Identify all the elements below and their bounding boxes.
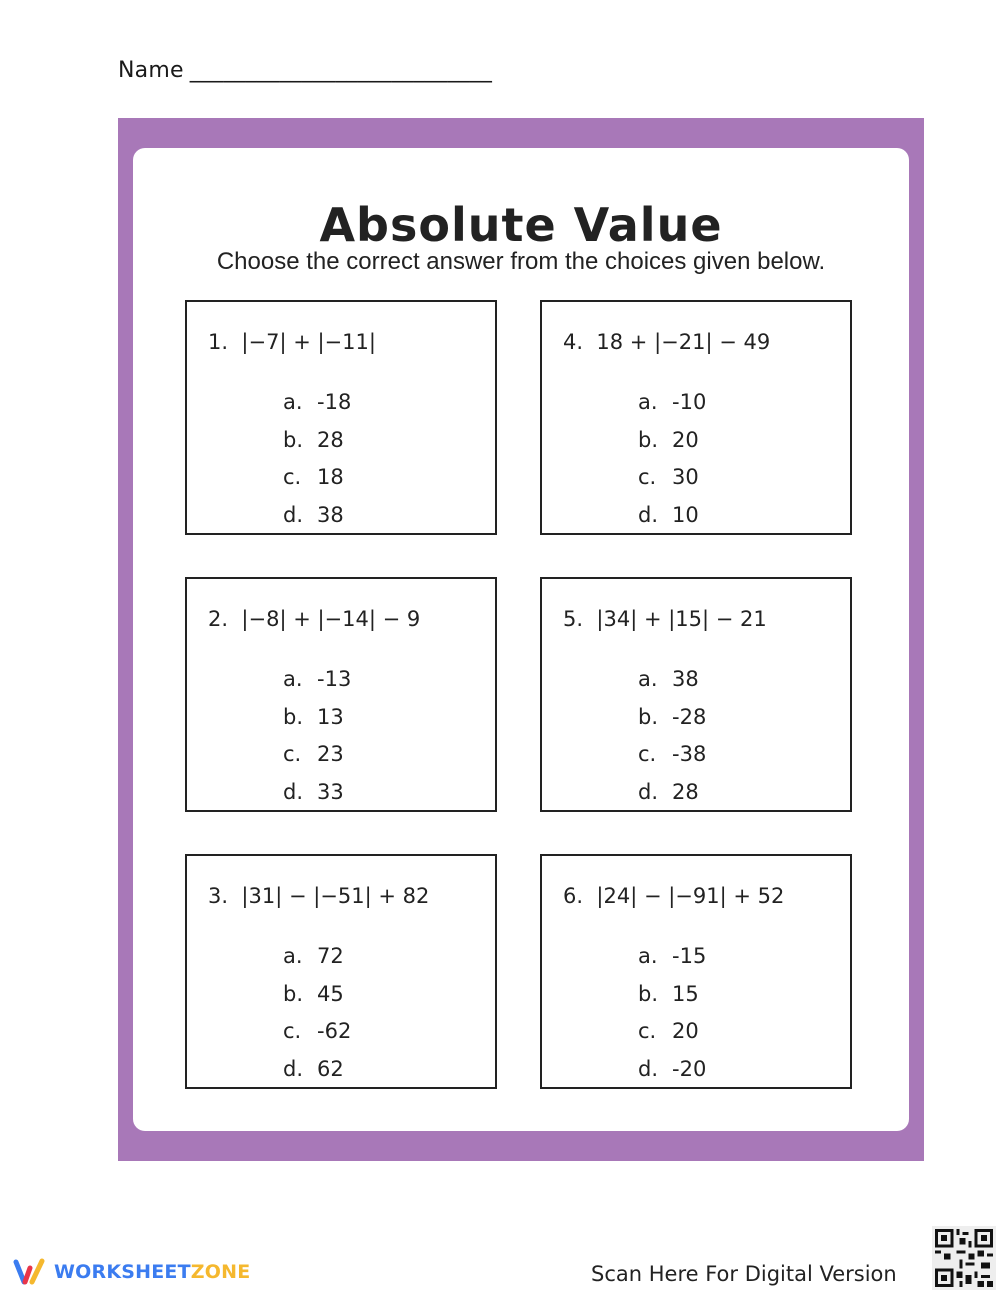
worksheet-frame: [118, 118, 924, 1161]
choice-letter: d.: [283, 1056, 304, 1081]
choice-letter: c.: [283, 465, 302, 489]
question-text: [563, 607, 767, 631]
worksheet-title: Absolute Value: [319, 198, 723, 252]
question-text: [563, 884, 784, 908]
question-box-5: [540, 577, 852, 812]
choice-letter: a.: [283, 667, 303, 691]
choice-value: 33: [317, 779, 344, 804]
worksheetzone-logo[interactable]: [12, 1258, 250, 1286]
choice-letter: a.: [638, 944, 658, 968]
choice-value: -13: [317, 667, 352, 691]
choice-a[interactable]: [638, 665, 706, 703]
choice-letter: a.: [638, 390, 658, 414]
question-text: [563, 330, 770, 354]
choice-letter: a.: [638, 667, 658, 691]
choice-value: 18: [317, 465, 344, 489]
choice-letter: b.: [283, 427, 304, 452]
choice-a[interactable]: [283, 388, 351, 426]
choice-value: 72: [317, 944, 344, 968]
choice-value: 45: [317, 981, 344, 1006]
choice-list: [638, 942, 706, 1092]
choice-d[interactable]: [638, 778, 706, 816]
brand-name-part2: ZONE: [190, 1261, 251, 1283]
choice-value: -10: [672, 390, 707, 414]
question-number: 1.: [208, 330, 229, 354]
choice-letter: b.: [638, 427, 659, 452]
choice-b[interactable]: [283, 426, 351, 464]
choice-list: [283, 665, 351, 815]
question-box-2: [185, 577, 497, 812]
worksheetzone-w-icon: [12, 1258, 48, 1286]
question-text: [208, 607, 420, 631]
choice-letter: a.: [283, 390, 303, 414]
question-box-6: [540, 854, 852, 1089]
choice-letter: d.: [638, 1056, 659, 1081]
choice-list: [638, 388, 706, 538]
choice-list: [283, 388, 351, 538]
choice-value: 10: [672, 502, 699, 527]
choice-letter: d.: [283, 502, 304, 527]
choice-value: 15: [672, 981, 699, 1006]
choice-value: 13: [317, 704, 344, 729]
choice-d[interactable]: [283, 778, 351, 816]
choice-value: 38: [672, 667, 699, 691]
choice-c[interactable]: [283, 463, 351, 501]
question-number: 4.: [563, 330, 584, 354]
choice-value: -38: [672, 742, 707, 766]
question-expression: |24| − |−91| + 52: [596, 884, 785, 908]
name-label: Name: [118, 58, 184, 83]
choice-letter: b.: [638, 981, 659, 1006]
question-expression: |34| + |15| − 21: [596, 607, 767, 631]
choice-a[interactable]: [638, 388, 706, 426]
choice-b[interactable]: [638, 703, 706, 741]
choice-value: -28: [672, 704, 707, 729]
choice-d[interactable]: [283, 501, 351, 539]
choice-value: -20: [672, 1056, 707, 1081]
choice-a[interactable]: [283, 665, 351, 703]
choice-c[interactable]: [638, 463, 706, 501]
choice-d[interactable]: [283, 1055, 351, 1093]
question-expression: |−8| + |−14| − 9: [241, 607, 421, 631]
choice-value: 20: [672, 427, 699, 452]
choice-value: 23: [317, 742, 344, 766]
choice-value: -18: [317, 390, 352, 414]
choice-letter: d.: [638, 779, 659, 804]
question-text: [208, 330, 376, 354]
choice-letter: c.: [638, 1019, 657, 1043]
choice-value: 28: [672, 779, 699, 804]
choice-b[interactable]: [283, 703, 351, 741]
choice-b[interactable]: [638, 426, 706, 464]
choice-c[interactable]: [283, 740, 351, 778]
question-number: 5.: [563, 607, 584, 631]
choice-letter: c.: [638, 465, 657, 489]
brand-name-part1: WORKSHEET: [54, 1261, 191, 1283]
choice-letter: a.: [283, 944, 303, 968]
choice-d[interactable]: [638, 501, 706, 539]
choice-c[interactable]: [283, 1017, 351, 1055]
question-expression: |−7| + |−11|: [241, 330, 376, 354]
choice-value: 28: [317, 427, 344, 452]
choice-letter: c.: [283, 1019, 302, 1043]
question-number: 6.: [563, 884, 584, 908]
choice-letter: b.: [283, 981, 304, 1006]
question-expression: |31| − |−51| + 82: [241, 884, 430, 908]
choice-a[interactable]: [283, 942, 351, 980]
choice-b[interactable]: [638, 980, 706, 1018]
choice-letter: b.: [283, 704, 304, 729]
choice-value: -15: [672, 944, 707, 968]
choice-value: 20: [672, 1019, 699, 1043]
worksheet-instructions: Choose the correct answer from the choices given below.: [216, 248, 826, 275]
choice-value: 62: [317, 1056, 344, 1081]
choice-letter: c.: [638, 742, 657, 766]
choice-list: [283, 942, 351, 1092]
choice-letter: d.: [283, 779, 304, 804]
choice-a[interactable]: [638, 942, 706, 980]
name-blank: ___________________________: [189, 58, 493, 83]
choice-c[interactable]: [638, 740, 706, 778]
question-box-4: [540, 300, 852, 535]
choice-letter: d.: [638, 502, 659, 527]
choice-letter: b.: [638, 704, 659, 729]
question-number: 3.: [208, 884, 229, 908]
question-box-1: [185, 300, 497, 535]
choice-value: -62: [317, 1019, 352, 1043]
question-text: [208, 884, 429, 908]
choice-list: [638, 665, 706, 815]
choice-b[interactable]: [283, 980, 351, 1018]
name-field: [118, 58, 492, 83]
worksheet-card: [133, 148, 909, 1131]
choice-value: 38: [317, 502, 344, 527]
question-number: 2.: [208, 607, 229, 631]
choice-value: 30: [672, 465, 699, 489]
choice-c[interactable]: [638, 1017, 706, 1055]
qr-code-icon[interactable]: [932, 1226, 996, 1290]
choice-d[interactable]: [638, 1055, 706, 1093]
question-box-3: [185, 854, 497, 1089]
question-expression: 18 + |−21| − 49: [596, 330, 771, 354]
scan-instruction: Scan Here For Digital Version: [591, 1262, 897, 1286]
choice-letter: c.: [283, 742, 302, 766]
